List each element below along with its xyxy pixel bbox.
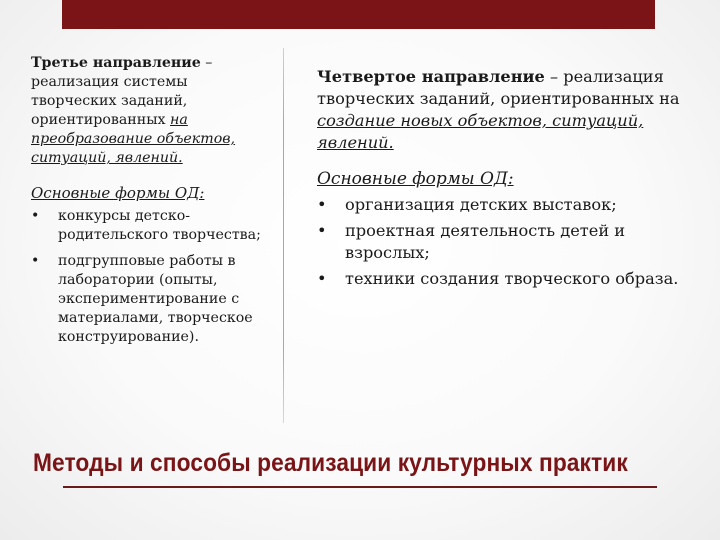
list-item	[317, 268, 697, 290]
bullet-icon: •	[317, 221, 327, 240]
right-heading-bold: Четвертое направление	[317, 67, 545, 86]
right-column	[317, 66, 697, 294]
right-heading-emphasis: создание новых объектов, ситуаций, явлений.	[317, 111, 644, 152]
list-item	[317, 220, 697, 264]
list-item-text: организация детских выставок;	[345, 195, 617, 214]
list-item	[317, 194, 697, 216]
right-heading-text: – реализация творческих заданий, ориентированных на	[317, 67, 680, 108]
left-column	[31, 54, 271, 354]
title-underline	[63, 486, 657, 488]
bullet-icon: •	[317, 195, 327, 214]
list-item-text: конкурсы детско-родительского творчества;	[58, 208, 261, 243]
left-forms-list	[31, 207, 271, 347]
left-forms-title: Основные формы ОД:	[31, 184, 205, 202]
right-forms-list	[317, 194, 697, 290]
list-item-text: подгрупповые работы в лаборатории (опыты, экспериментирование с материалами, творческое конструирование).	[58, 253, 253, 345]
bullet-icon: •	[31, 208, 40, 224]
list-item-text: техники создания творческого образа.	[345, 269, 679, 288]
bullet-icon: •	[31, 253, 40, 269]
column-divider	[283, 48, 284, 423]
left-heading	[31, 54, 271, 168]
left-heading-bold: Третье направление	[31, 55, 201, 71]
list-item	[31, 207, 271, 245]
right-forms-title: Основные формы ОД:	[317, 169, 514, 189]
bullet-icon: •	[317, 269, 327, 288]
left-heading-emphasis: на преобразование объектов, ситуаций, явлений.	[31, 112, 236, 166]
left-heading-text: – реализация системы творческих заданий, ориентированных	[31, 55, 213, 128]
top-accent-bar	[62, 0, 655, 29]
right-heading	[317, 66, 697, 154]
list-item-text: проектная деятельность детей и взрослых;	[345, 221, 626, 262]
slide-title: Методы и способы реализации культурных практик	[33, 449, 628, 477]
list-item	[31, 252, 271, 347]
